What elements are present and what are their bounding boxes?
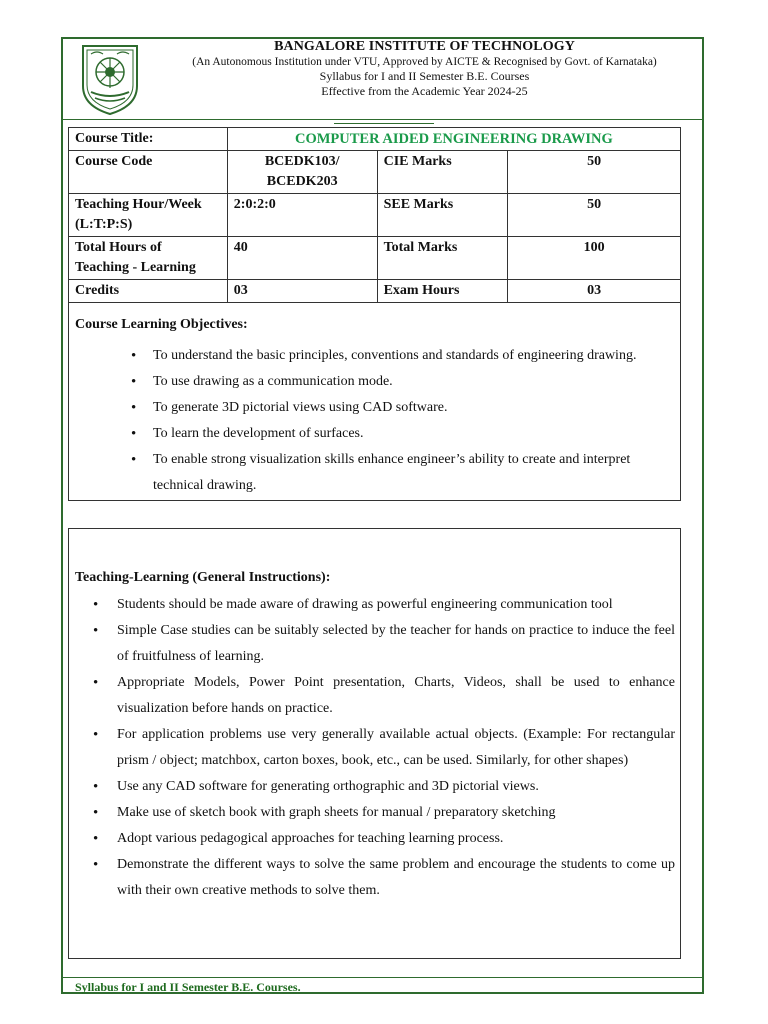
cie-marks-value: 50	[508, 151, 681, 194]
teaching-learning-heading: Teaching-Learning (General Instructions):	[75, 570, 331, 585]
exam-hours-label: Exam Hours	[377, 280, 508, 303]
total-marks-label: Total Marks	[377, 237, 508, 280]
teaching-hours-label	[69, 194, 228, 237]
list-item: • Demonstrate the different ways to solve the same problem and encourage the students to come up with their own creative methods to solve them.	[93, 852, 675, 904]
course-code-line-2: BCEDK203	[266, 174, 338, 189]
syllabus-line: Syllabus for I and II Semester B.E. Courses	[319, 69, 530, 83]
total-hours-label-line-1: Total Hours of	[75, 240, 162, 255]
total-hours-label	[69, 237, 228, 280]
effective-line: Effective from the Academic Year 2024-25	[321, 84, 528, 98]
cie-marks-label: CIE Marks	[377, 151, 508, 194]
list-item: • Students should be made aware of drawing as powerful engineering communication tool	[93, 592, 675, 618]
table-row	[69, 128, 681, 151]
total-marks-value: 100	[508, 237, 681, 280]
table-row	[69, 151, 681, 194]
teaching-hours-label-line-1: Teaching Hour/Week	[75, 197, 202, 212]
list-item: • To learn the development of surfaces.	[131, 421, 651, 447]
course-details-table	[68, 127, 681, 303]
objectives-heading: Course Learning Objectives:	[75, 317, 248, 332]
teaching-learning-list	[93, 592, 675, 904]
course-title-label: Course Title:	[69, 128, 228, 151]
table-row	[69, 237, 681, 280]
list-item: • To generate 3D pictorial views using CAD software.	[131, 395, 651, 421]
list-item: • Make use of sketch book with graph sheets for manual / preparatory sketching	[93, 800, 675, 826]
see-marks-label: SEE Marks	[377, 194, 508, 237]
see-marks-value: 50	[508, 194, 681, 237]
course-title-value: COMPUTER AIDED ENGINEERING DRAWING	[227, 128, 680, 151]
institution-name: BANGALORE INSTITUTE OF TECHNOLOGY	[274, 39, 575, 54]
list-item: • For application problems use very generally available actual objects. (Example: For rectangular prism / object; matchbox, carton boxes, book, etc., can be used. Similarly, for other shapes)	[93, 722, 675, 774]
credits-value: 03	[227, 280, 377, 303]
list-item: • Simple Case studies can be suitably selected by the teacher for hands on practice to induce the feel of fruitfulness of learning.	[93, 618, 675, 670]
list-item: • Adopt various pedagogical approaches for teaching learning process.	[93, 826, 675, 852]
table-row	[69, 194, 681, 237]
header-divider	[63, 119, 702, 120]
course-code-value	[227, 151, 377, 194]
institution-subtitle: (An Autonomous Institution under VTU, Approved by AICTE & Recognised by Govt. of Karnataka)	[192, 56, 657, 68]
footer-divider	[63, 977, 702, 978]
header-divider-short	[334, 123, 434, 124]
list-item: • To use drawing as a communication mode.	[131, 369, 651, 395]
institution-emblem-icon	[77, 42, 143, 116]
page-header	[63, 39, 702, 121]
objectives-list	[131, 343, 651, 499]
course-code-line-1: BCEDK103/	[264, 154, 340, 169]
list-item: • To understand the basic principles, conventions and standards of engineering drawing.	[131, 343, 651, 369]
list-item: • Appropriate Models, Power Point presentation, Charts, Videos, shall be used to enhance visualization before hands on practice.	[93, 670, 675, 722]
list-item: • To enable strong visualization skills enhance engineer’s ability to create and interpret technical drawing.	[131, 447, 651, 499]
objectives-section	[68, 293, 681, 501]
total-hours-label-line-2: Teaching - Learning	[75, 260, 196, 275]
exam-hours-value: 03	[508, 280, 681, 303]
teaching-learning-section	[68, 528, 681, 959]
teaching-hours-label-line-2: (L:T:P:S)	[75, 217, 133, 232]
credits-label: Credits	[69, 280, 228, 303]
course-code-label: Course Code	[69, 151, 228, 194]
list-item: • Use any CAD software for generating orthographic and 3D pictorial views.	[93, 774, 675, 800]
total-hours-value: 40	[227, 237, 377, 280]
page-footer: Syllabus for I and II Semester B.E. Courses.	[75, 980, 301, 994]
page-frame	[61, 37, 704, 994]
teaching-hours-value: 2:0:2:0	[227, 194, 377, 237]
